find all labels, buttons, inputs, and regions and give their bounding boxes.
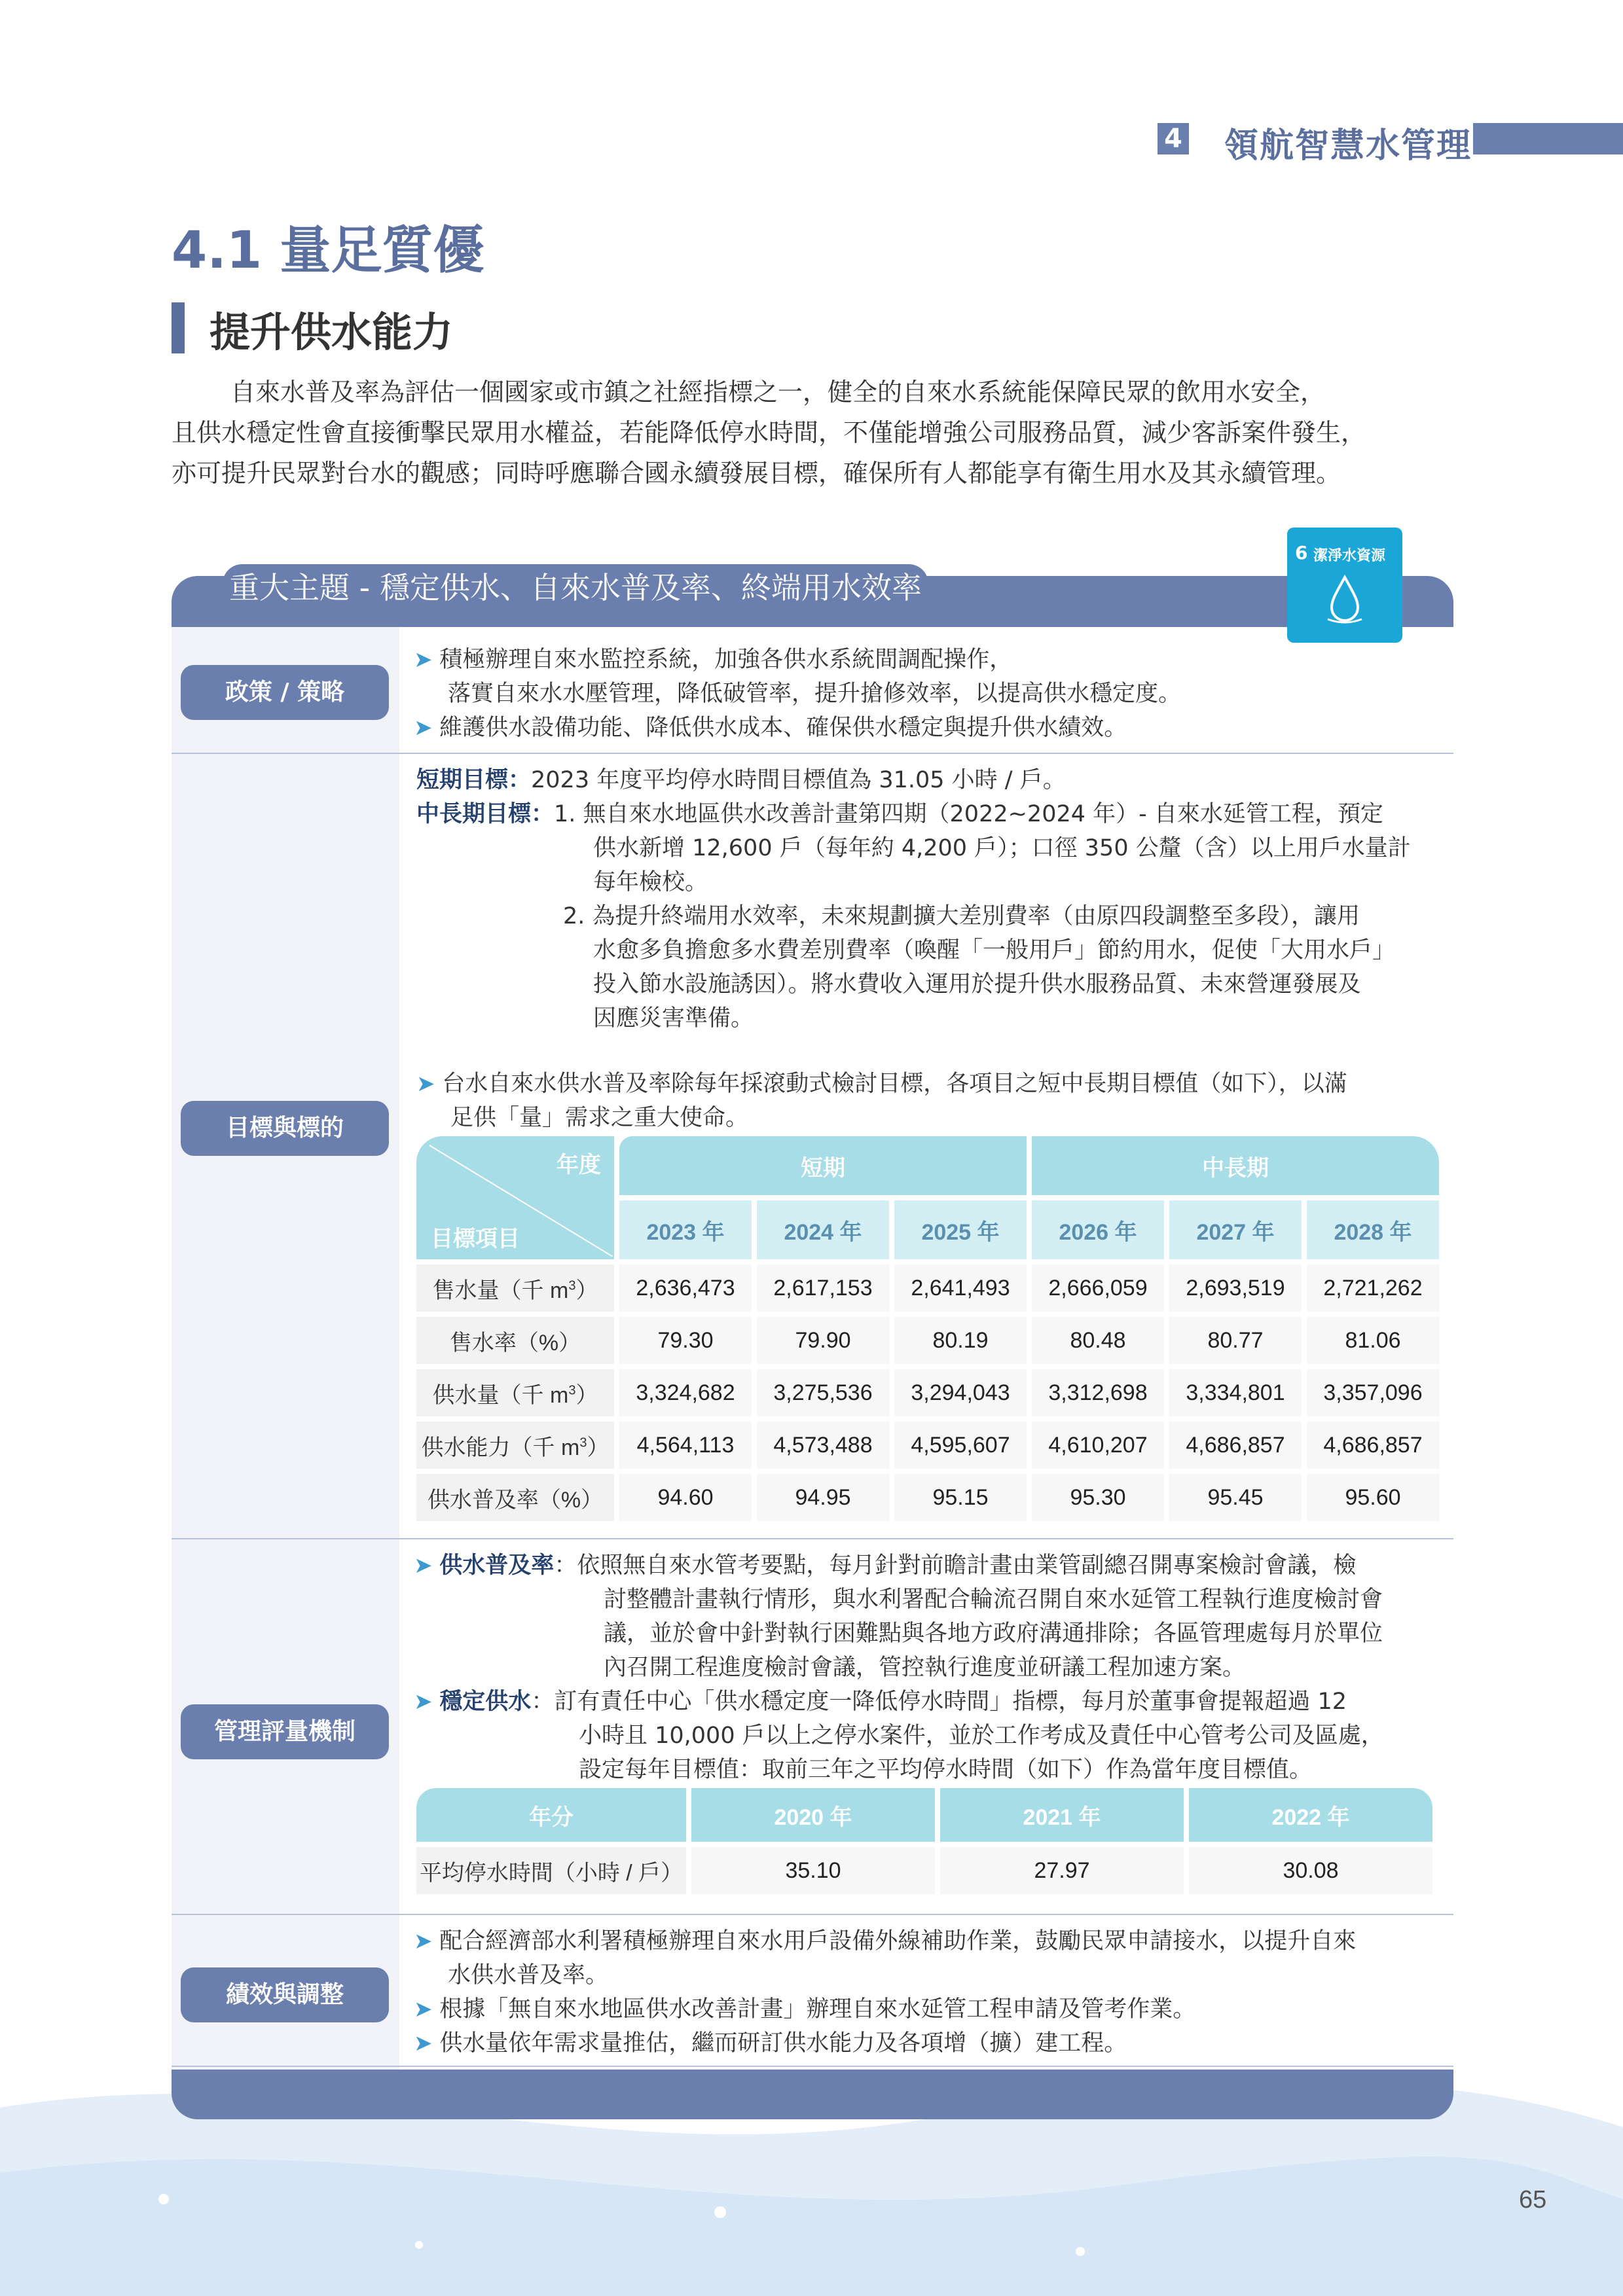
table-cell: 80.77	[1169, 1317, 1302, 1364]
table-cell: 2,721,262	[1307, 1265, 1439, 1312]
table-cell: 2,636,473	[619, 1265, 752, 1312]
performance-label: 績效與調整	[181, 1967, 389, 2022]
table-cell: 4,686,857	[1307, 1422, 1439, 1469]
table-cell: 2,693,519	[1169, 1265, 1302, 1312]
goal-line: 足供「量」需求之重大使命。	[450, 1105, 749, 1131]
goal-line: 每年檢校。	[593, 869, 708, 895]
section-title: 4.1 量足質優	[172, 221, 484, 280]
mgmt-line: 小時且 10,000 戶以上之停水案件，並於工作考成及責任中心管考公司及區處，	[579, 1723, 1384, 1749]
list-item: ➤ 積極辦理自來水監控系統，加強各供水系統間調配操作，	[414, 647, 1013, 673]
sdg-number: 6	[1295, 542, 1308, 564]
year-header: 2025 年	[894, 1200, 1027, 1259]
table-row	[416, 1847, 1432, 1894]
goals-text	[416, 763, 1451, 1135]
row-divider	[172, 1914, 1453, 1915]
table-row	[416, 1369, 1439, 1416]
arrow-icon: ➤	[414, 1552, 440, 1579]
goals-label: 目標與標的	[181, 1101, 389, 1156]
chapter-title: 領航智慧水管理	[1224, 126, 1472, 166]
chapter-number: 4	[1158, 123, 1189, 154]
year-header: 2028 年	[1307, 1200, 1439, 1259]
table-cell: 4,573,488	[757, 1422, 889, 1469]
arrow-icon: ➤	[416, 1071, 443, 1097]
intro-line: 亦可提升民眾對台水的觀感；同時呼應聯合國永續發展目標，確保所有人都能享有衛生用水及其永續管理。	[172, 459, 1341, 488]
table-cell: 3,324,682	[619, 1369, 752, 1416]
year-header: 2027 年	[1169, 1200, 1302, 1259]
row-label: 供水普及率（%）	[416, 1474, 614, 1521]
policy-label: 政策 / 策略	[181, 665, 389, 720]
table-cell: 80.19	[894, 1317, 1027, 1364]
group-short: 短期	[619, 1136, 1027, 1195]
table-cell: 30.08	[1189, 1847, 1432, 1894]
year-header: 2024 年	[757, 1200, 889, 1259]
row-label: 售水量（千 $m^3$）	[416, 1265, 614, 1312]
table-cell: 94.95	[757, 1474, 889, 1521]
table-row	[416, 1422, 1439, 1469]
label-column	[172, 627, 399, 2070]
subsection-title: 提升供水能力	[210, 308, 454, 356]
table-cell: 4,595,607	[894, 1422, 1027, 1469]
subsection-marker	[172, 302, 185, 353]
table-cell: 3,334,801	[1169, 1369, 1302, 1416]
table-cell: 3,275,536	[757, 1369, 889, 1416]
management-label: 管理評量機制	[181, 1704, 389, 1759]
outage-table	[411, 1783, 1438, 1899]
row-label: 售水率（%）	[416, 1317, 614, 1364]
intro-line: 自來水普及率為評估一個國家或市鎮之社經指標之一，健全的自來水系統能保障民眾的飲用水安全，	[230, 378, 1326, 406]
row-label: 供水量（千 $m^3$）	[416, 1369, 614, 1416]
sdg-badge	[1287, 528, 1402, 643]
intro-paragraph	[172, 372, 1455, 493]
mgmt-line: 議，並於會中針對執行困難點與各地方政府溝通排除；各區管理處每月於單位	[604, 1621, 1383, 1647]
table-cell: 35.10	[691, 1847, 935, 1894]
management-text	[414, 1549, 1455, 1787]
table-corner	[416, 1136, 614, 1259]
table-row	[416, 1317, 1439, 1364]
corner-item: 目標項目	[431, 1227, 520, 1251]
table-cell: 2,617,153	[757, 1265, 889, 1312]
intro-line: 且供水穩定性會直接衝擊民眾用水權益，若能降低停水時間，不僅能增強公司服務品質，減少客訴案件發生，	[172, 418, 1366, 447]
table-cell: 4,564,113	[619, 1422, 752, 1469]
list-item: ➤ 配合經濟部水利署積極辦理自來水用戶設備外線補助作業，鼓勵民眾申請接水，以提升自來	[414, 1928, 1357, 1954]
year-header: 2021 年	[940, 1788, 1184, 1842]
table-cell: 4,686,857	[1169, 1422, 1302, 1469]
mid-term-goal: 中長期目標：1. 無自來水地區供水改善計畫第四期（2022~2024 年）- 自來水延管工程，預定	[416, 801, 1383, 827]
goal-line: 水愈多負擔愈多水費差別費率（喚醒「一般用戶」節約用水，促使「大用水戶」	[593, 937, 1396, 963]
short-term-goal: 短期目標：2023 年度平均停水時間目標值為 31.05 小時 / 戶。	[416, 767, 1066, 793]
row-divider	[172, 1538, 1453, 1539]
goal-line: 因應災害準備。	[593, 1005, 754, 1031]
row-label: 供水能力（千 $m^3$）	[416, 1422, 614, 1469]
table-cell: 3,357,096	[1307, 1369, 1439, 1416]
table-row	[416, 1265, 1439, 1312]
arrow-icon: ➤	[414, 1928, 440, 1954]
table-cell: 80.48	[1032, 1317, 1164, 1364]
outage-head-label: 年分	[416, 1788, 686, 1842]
year-header: 2023 年	[619, 1200, 752, 1259]
performance-text	[414, 1924, 1455, 2060]
mgmt-line: 內召開工程進度檢討會議，管控執行進度並研議工程加速方案。	[604, 1655, 1246, 1681]
page-number: 65	[1519, 2186, 1547, 2214]
table-cell: 79.30	[619, 1317, 752, 1364]
table-cell: 95.60	[1307, 1474, 1439, 1521]
table-row	[416, 1474, 1439, 1521]
goal-line: 供水新增 12,600 戶（每年約 4,200 戶）；口徑 350 公釐（含）以上用戶水量計	[593, 835, 1411, 861]
water-drop-icon	[1325, 573, 1364, 626]
table-cell: 2,641,493	[894, 1265, 1027, 1312]
table-cell: 3,312,698	[1032, 1369, 1164, 1416]
mgmt-line: 設定每年目標值：取前三年之平均停水時間（如下）作為當年度目標值。	[579, 1757, 1313, 1783]
list-item: ➤ 供水量依年需求量推估，繼而研訂供水能力及各項增（擴）建工程。	[414, 2030, 1127, 2056]
arrow-icon: ➤	[414, 647, 440, 673]
year-header: 2026 年	[1032, 1200, 1164, 1259]
table-bottom-bar	[172, 2070, 1453, 2119]
perf-line: 水供水普及率。	[448, 1962, 609, 1988]
list-item: ➤ 台水自來水供水普及率除每年採滾動式檢討目標，各項目之短中長期目標值（如下），以滿	[416, 1071, 1347, 1097]
table-cell: 95.30	[1032, 1474, 1164, 1521]
table-cell: 2,666,059	[1032, 1265, 1164, 1312]
table-cell: 27.97	[940, 1847, 1184, 1894]
table-cell: 79.90	[757, 1317, 889, 1364]
arrow-icon: ➤	[414, 1996, 440, 2022]
chapter-bar	[1473, 123, 1623, 154]
policy-list	[414, 643, 1448, 745]
list-item: 落實自來水水壓管理，降低破管率，提升搶修效率，以提高供水穩定度。	[448, 681, 1182, 707]
table-cell: 3,294,043	[894, 1369, 1027, 1416]
goal-line: 2. 為提升終端用水效率，未來規劃擴大差別費率（由原四段調整至多段），讓用	[563, 903, 1360, 929]
corner-year: 年度	[556, 1153, 601, 1177]
table-cell: 94.60	[619, 1474, 752, 1521]
row-divider	[172, 2066, 1453, 2067]
table-cell: 81.06	[1307, 1317, 1439, 1364]
sdg-label: 潔淨水資源	[1313, 548, 1386, 564]
row-divider	[172, 753, 1453, 754]
row-label: 平均停水時間（小時 / 戶）	[416, 1847, 686, 1894]
arrow-icon: ➤	[414, 2030, 440, 2056]
table-cell: 95.45	[1169, 1474, 1302, 1521]
table-cell: 95.15	[894, 1474, 1027, 1521]
year-header: 2022 年	[1189, 1788, 1432, 1842]
goal-line: 投入節水設施誘因）。將水費收入運用於提升供水服務品質、未來營運發展及	[593, 971, 1361, 997]
arrow-icon: ➤	[414, 1689, 440, 1715]
list-item: ➤ 穩定供水：訂有責任中心「供水穩定度一降低停水時間」指標，每月於董事會提報超過 12	[414, 1689, 1347, 1715]
list-item: ➤ 維護供水設備功能、降低供水成本、確保供水穩定與提升供水績效。	[414, 715, 1127, 741]
year-header: 2020 年	[691, 1788, 935, 1842]
theme-banner-title: 重大主題 - 穩定供水、自來水普及率、終端用水效率	[223, 564, 928, 607]
group-mid: 中長期	[1032, 1136, 1439, 1195]
targets-table	[411, 1131, 1444, 1526]
mgmt-line: 討整體計畫執行情形，與水利署配合輪流召開自來水延管工程執行進度檢討會	[604, 1587, 1383, 1613]
list-item: ➤ 根據「無自來水地區供水改善計畫」辦理自來水延管工程申請及管考作業。	[414, 1996, 1196, 2022]
table-cell: 4,610,207	[1032, 1422, 1164, 1469]
arrow-icon: ➤	[414, 715, 440, 741]
list-item: ➤ 供水普及率：依照無自來水管考要點，每月針對前瞻計畫由業管副總召開專案檢討會議，檢	[414, 1552, 1357, 1579]
